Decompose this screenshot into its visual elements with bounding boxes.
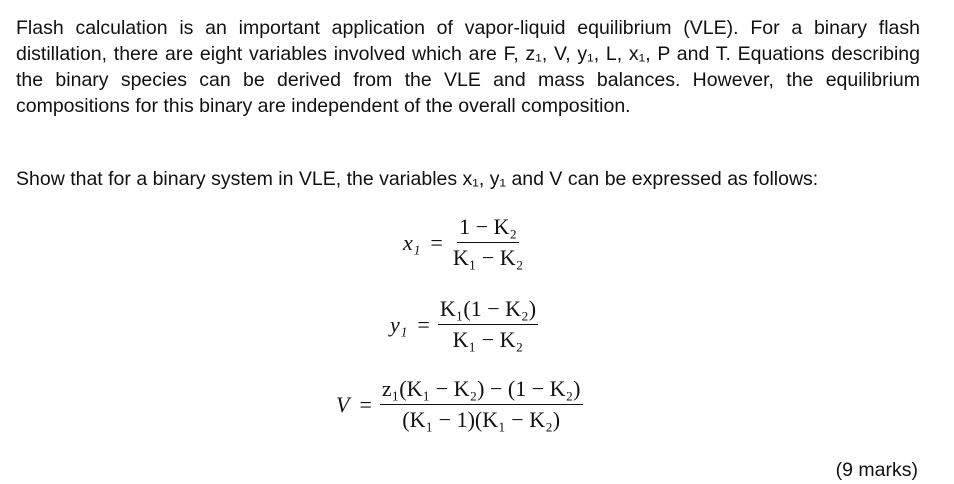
denominator: (K₁ − 1)(K₁ − K₂)	[402, 407, 561, 432]
marks-label: (9 marks)	[835, 459, 918, 481]
intro-paragraph: Flash calculation is an important application of vapor-liquid equilibrium (VLE). For a binary flash distillation, there are eight variables involved which are F, z₁, V, y₁, L, x₁, P and T. Equations describing the binary species can be derived from the VLE and mass balances. However, the equilibrium compositions for this binary are independent of the overall composition.	[16, 17, 920, 117]
fraction	[451, 214, 526, 271]
equation-y1	[390, 296, 538, 353]
numerator: K₁(1 − K₂)	[438, 296, 538, 325]
task-statement: Show that for a binary system in VLE, the variables x₁, y₁ and V can be expressed as follows:	[16, 168, 819, 190]
equation-v	[336, 376, 583, 433]
fraction	[380, 376, 583, 433]
equation-x1	[403, 214, 525, 271]
equation-lhs: V	[336, 391, 350, 417]
denominator: K₁ − K₂	[452, 245, 524, 270]
fraction	[438, 296, 538, 353]
equation-lhs: x₁	[403, 229, 421, 255]
numerator: z₁(K₁ − K₂) − (1 − K₂)	[380, 376, 583, 405]
equals-sign: =	[430, 229, 443, 255]
equals-sign: =	[359, 391, 372, 417]
equals-sign: =	[417, 311, 430, 337]
equation-lhs: y₁	[390, 311, 408, 337]
numerator: 1 − K₂	[457, 214, 519, 243]
denominator: K₁ − K₂	[452, 327, 524, 352]
